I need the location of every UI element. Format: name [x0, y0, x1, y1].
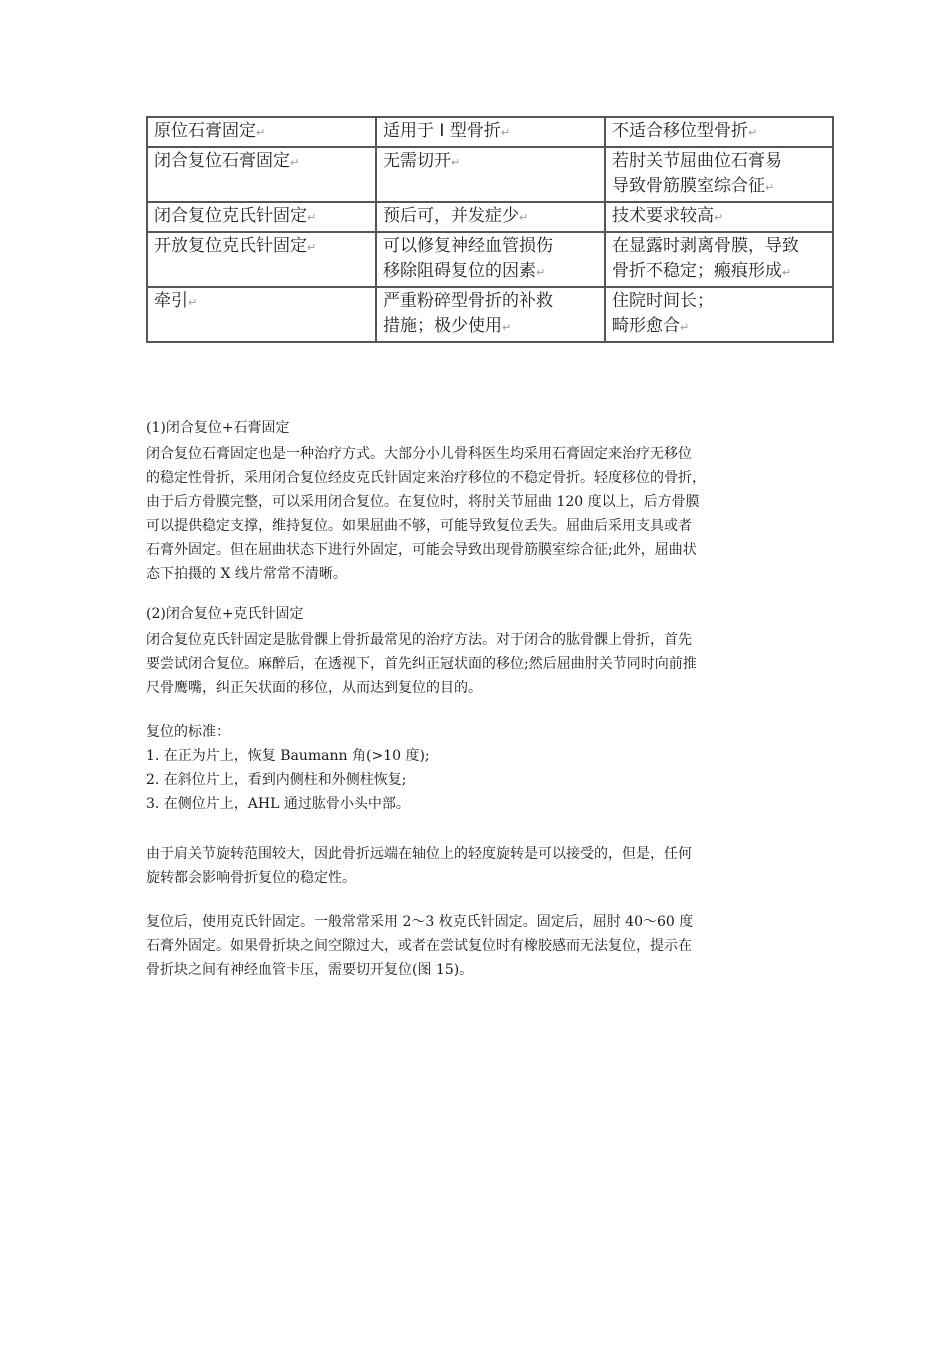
criteria-list	[146, 744, 806, 816]
return-mark-icon: ↵	[519, 211, 529, 224]
return-mark-icon: ↵	[680, 321, 690, 334]
table-cell: 在显露时剥离骨膜，导致 骨折不稳定；瘢痕形成↵	[605, 232, 833, 287]
table-cell: 若肘关节屈曲位石膏易 导致骨筋膜室综合征↵	[605, 147, 833, 202]
paragraph-fixation: 复位后，使用克氏针固定。一般常常采用 2～3 枚克氏针固定。固定后，屈肘 40～60 度 石膏外固定。如果骨折块之间空隙过大，或者在尝试复位时有橡胶感而无法复位，提示在 骨折块之间有神经血管卡压，需要切开复位(图 15)。	[146, 914, 694, 978]
treatment-comparison-table	[146, 116, 834, 343]
paragraph-closed-reduction-cast: 闭合复位石膏固定也是一种治疗方式。大部分小儿骨科医生均采用石膏固定来治疗无移位 的稳定性骨折，采用闭合复位经皮克氏针固定来治疗移位的不稳定骨折。轻度移位的骨折， 由于后方骨膜完整，可以采用闭合复位。在复位时，将肘关节屈曲 120 度以上，后方骨膜 可以提供稳定支撑，维持复位。如果屈曲不够，可能导致复位丢失。屈曲后采用支具或者 石膏外固定。但在屈曲状态下进行外固定，可能会导致出现骨筋膜室综合征;此外，屈曲状 态下拍摄的 X 线片常常不清晰。	[146, 446, 706, 582]
return-mark-icon: ↵	[451, 156, 461, 169]
return-mark-icon: ↵	[307, 241, 317, 254]
paragraph-rotation: 由于肩关节旋转范围较大，因此骨折远端在轴位上的轻度旋转是可以接受的，但是，任何 旋转都会影响骨折复位的稳定性。	[146, 846, 692, 886]
section-heading-closed-reduction-cast: (1)闭合复位+石膏固定	[146, 420, 290, 436]
return-mark-icon: ↵	[188, 296, 198, 309]
table-row	[147, 202, 833, 232]
return-mark-icon: ↵	[748, 126, 758, 139]
table-cell: 闭合复位石膏固定↵	[147, 147, 376, 202]
table-cell: 开放复位克氏针固定↵	[147, 232, 376, 287]
table-cell: 技术要求较高↵	[605, 202, 833, 232]
table-row	[147, 147, 833, 202]
return-mark-icon: ↵	[502, 321, 512, 334]
table-cell: 可以修复神经血管损伤 移除阻碍复位的因素↵	[376, 232, 605, 287]
paragraph-closed-reduction-kwire: 闭合复位克氏针固定是肱骨髁上骨折最常见的治疗方法。对于闭合的肱骨髁上骨折，首先 要尝试闭合复位。麻醉后，在透视下，首先纠正冠状面的移位;然后屈曲肘关节同时向前推 尺骨鹰嘴，纠正矢状面的移位，从而达到复位的目的。	[146, 632, 697, 696]
table-cell: 预后可，并发症少↵	[376, 202, 605, 232]
table-row	[147, 287, 833, 342]
return-mark-icon: ↵	[714, 211, 724, 224]
table-cell: 住院时间长； 畸形愈合↵	[605, 287, 833, 342]
return-mark-icon: ↵	[307, 211, 317, 224]
return-mark-icon: ↵	[536, 266, 546, 279]
return-mark-icon: ↵	[500, 126, 511, 139]
table-cell: 牵引↵	[147, 287, 376, 342]
table-row	[147, 117, 833, 147]
table-cell: 闭合复位克氏针固定↵	[147, 202, 376, 232]
return-mark-icon: ↵	[782, 266, 792, 279]
table-cell: 适用于 I 型骨折↵	[376, 117, 605, 147]
list-item: 1. 在正为片上，恢复 Baumann 角(>10 度);	[146, 748, 430, 764]
list-item: 2. 在斜位片上，看到内侧柱和外侧柱恢复;	[146, 772, 407, 788]
table-cell: 不适合移位型骨折↵	[605, 117, 833, 147]
criteria-heading: 复位的标准：	[146, 724, 230, 740]
return-mark-icon: ↵	[765, 181, 775, 194]
table-cell: 无需切开↵	[376, 147, 605, 202]
section-heading-closed-reduction-kwire: (2)闭合复位+克氏针固定	[146, 606, 304, 622]
table-cell: 原位石膏固定↵	[147, 117, 376, 147]
table-cell: 严重粉碎型骨折的补救 措施；极少使用↵	[376, 287, 605, 342]
table-row	[147, 232, 833, 287]
return-mark-icon: ↵	[290, 156, 300, 169]
list-item: 3. 在侧位片上，AHL 通过肱骨小头中部。	[146, 796, 410, 812]
return-mark-icon: ↵	[256, 126, 266, 139]
